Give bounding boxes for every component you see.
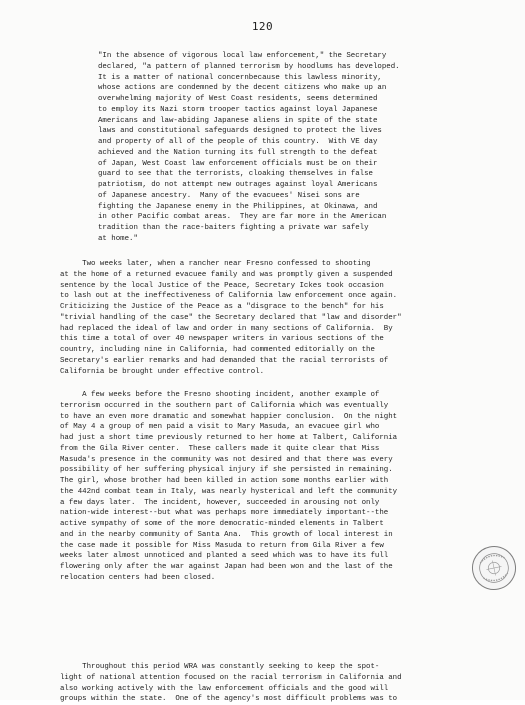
quote-line: guard to see that the terrorists, cloaking themselves in false [98,170,373,179]
paragraph-line: had just a short time previously returned to her home at Talbert, California [60,434,398,442]
paragraph-line: the 442nd combat team in Italy, was nearly hysterical and left the community [60,487,398,496]
paragraph-line: Secretary's earlier remarks and had demanded that the racial terrorists of [60,356,389,365]
paragraph-line: the case made it possible for Miss Masuda to return from Gila River a few [60,541,384,550]
quote-line: whose actions are condemned by the decent citizens who make up an [98,84,387,93]
paragraph-line: Masuda's presence in the community was not desired and that there was every [60,455,393,464]
quote-line: declared, "a pattern of planned terrorism by hoodlums has developed. [98,62,400,71]
paragraph-line: terrorism occurred in the southern part of California which was eventually [60,401,389,410]
paragraph-line: nation-wide interest--but what was perhaps more immediately important--the [60,509,389,518]
quote-line: in other Pacific combat areas. They are far more in the American [98,213,387,222]
paragraph-line: at the home of a returned evacuee family and was promptly given a suspended [60,270,393,279]
paragraph-line: flowering only after the war against Japan had been won and the last of the [60,563,393,571]
paragraph-line: light of national attention focused on the racial terrorism in California and [60,673,402,682]
paragraph-line: Two weeks later, when a rancher near Fresno confessed to shooting [60,260,371,268]
paragraph-line: Criticizing the Justice of the Peace as a "disgrace to the bench" for his [60,303,384,311]
paragraph-line: possibility of her suffering physical injury if she persisted in remaining. [60,466,393,475]
quote-line: fighting the Japanese enemy in the Philippines, at Okinawa, and [98,202,378,211]
paragraph-line: Throughout this period WRA was constantly seeking to keep the spot- [60,663,380,671]
paragraph-line: The girl, whose brother had been killed in action some months earlier with [60,477,389,485]
paragraph-line: groups within the state. One of the agency's most difficult problems was to [60,695,398,704]
paragraph-line: relocation centers had been closed. [60,573,216,582]
quote-line: overwhelming majority of West Coast residents, seems determined [98,95,378,103]
quote-line: Americans and law-abiding Japanese aliens in spite of the state [98,116,378,125]
paragraph-line: weeks later almost unnoticed and planted a seed which was to have its full [60,552,389,561]
paragraph-line: and in the nearby community of Santa Ana. This growth of local interest in [60,530,393,539]
paragraph-line: from the Gila River center. These callers made it quite clear that Miss [60,444,380,453]
quote-line: to employ its Nazi storm trooper tactics against loyal Japanese [98,105,378,114]
paragraph-line: to lash out at the ineffectiveness of California law enforcement once again. [60,292,398,301]
page-number: 120 [251,20,274,33]
quote-line: It is a matter of national concernbecause this lawless minority, [98,73,382,82]
paragraph-masuda-incident [60,390,397,584]
quote-line: of Japanese ancestry. Many of the evacuees' Nisei sons are [98,191,360,200]
quote-line: achieved and the Nation turning its full strength to the defeat [98,148,378,157]
paragraph-line: A few weeks before the Fresno shooting incident, another example of [60,391,380,399]
quote-line: patriotism, do not attempt new outrages against loyal Americans [98,181,378,189]
paragraph-line: "trivial handling of the case" the Secretary declared that "law and disorder" [60,313,402,322]
paragraph-line: of May 4 a group of men paid a visit to Mary Masuda, an evacuee girl who [60,423,380,432]
paragraph-wra-spotlight [60,662,402,705]
paragraph-line: also working actively with the law enforcement officials and the good will [60,684,389,693]
paragraph-line: country, including nine in California, had commented editorially on the [60,346,375,354]
quote-line: at home." [98,234,138,243]
paragraph-line: this time a total of over 40 newspaper writers in various sections of the [60,335,384,344]
quote-line: and property of all of the people of this country. With VE day [98,138,378,146]
quote-line: of Japan, West Coast law enforcement officials must be on their [98,159,378,168]
quote-line: tradition than the race-baiters fighting a private war safely [98,224,369,232]
paragraph-line: active sympathy of some of the more democratic-minded elements in Talbert [60,520,384,528]
paragraph-fresno-shooting [60,259,402,377]
library-stamp [468,542,520,594]
quote-line: "In the absence of vigorous local law enforcement," the Secretary [98,52,387,60]
paragraph-line: had replaced the ideal of law and order in many sections of California. By [60,324,393,333]
paragraph-line: a few days later. The incident, however, succeeded in arousing not only [60,498,380,507]
paragraph-line: to have an even more dramatic and somewhat happier conclusion. On the night [60,412,398,421]
paragraph-line: sentence by the local Justice of the Peace, Secretary Ickes took occasion [60,281,384,290]
paragraph-line: California be brought under effective control. [60,367,265,376]
indented-quotation [98,51,400,245]
quote-line: laws and constitutional safeguards designed to protect the lives [98,127,382,136]
